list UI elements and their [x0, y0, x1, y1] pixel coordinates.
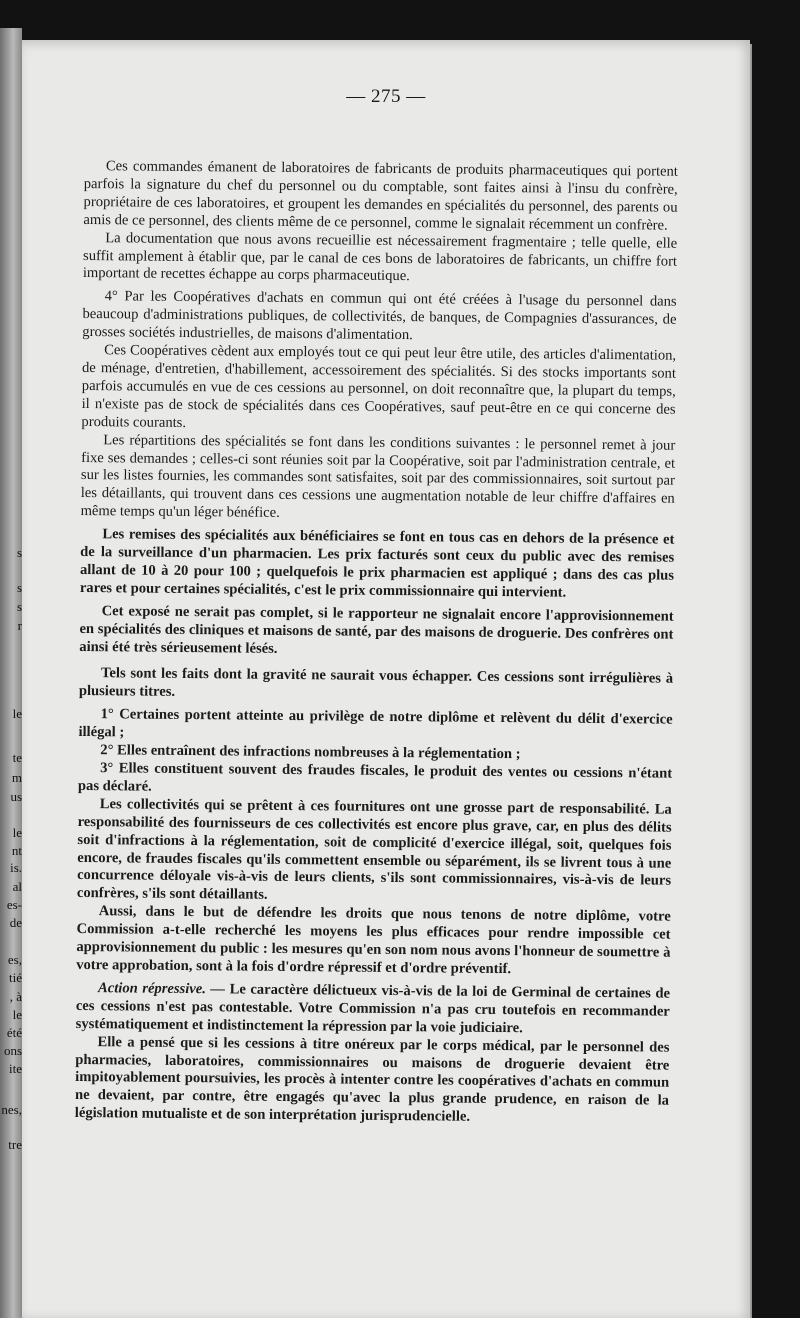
margin-fragment: s: [16, 599, 22, 614]
page-number: — 275 —: [346, 86, 426, 107]
paragraph: Tels sont les faits dont la gravité ne saurait vous échapper. Ces cessions sont irrégulières à plusieurs titres.: [78, 665, 674, 701]
margin-fragment: us: [10, 789, 22, 804]
document-page: [22, 40, 750, 1318]
previous-page-edge: [0, 28, 22, 1318]
margin-fragment: été: [6, 1025, 22, 1040]
paragraph: Ces Coopératives cèdent aux employés tout ce qui peut leur être utile, des articles d'alimentation, de ménage, d'entretien, d'habillement, accessoirement des spécialités. Si des stocks importants sont parfois accumulés en vue de ces cessions au personnel, on doit reconnaître que, la plupart du temps, il n'existe pas de stock de spécialités dans ces Coopératives, sauf peut-être en ce qui concerne des produits courants.: [81, 342, 677, 431]
margin-fragment: r: [17, 618, 22, 633]
paragraph: Cet exposé ne serait pas complet, si le rapporteur ne signalait encore l'approvisionnement en spécialités des cliniques et maisons de santé, par des maisons de droguerie. Des confrères ont ainsi été très sérieusement lésés.: [79, 602, 674, 657]
paragraph: Ces commandes émanent de laboratoires de fabricants de produits pharmaceutiques qui portent parfois la signature du chef du personnel ou du comptable, sont faites ainsi à l'insu du confrère, propriétaire de ces laboratoires, et groupent les demandes en spécialités du personnel, des parents ou amis de ce personnel, des clients même de ce personnel, comme le signalait récemment un confrère.: [83, 158, 678, 234]
margin-fragment: le: [12, 825, 22, 840]
list-item: 2° Elles entraînent des infractions nombreuses à la réglementation ;: [100, 742, 521, 763]
list-item: 3° Elles constituent souvent des fraudes fiscales, le produit des ventes ou cessions n'étant pas déclaré.: [77, 760, 673, 795]
paragraph: 4° Par les Coopératives d'achats en commun qui ont été créées à l'usage du personnel dans beaucoup d'administrations publiques, de collectivités, de banques, de Compagnies d'assurances, de grosses sociétés industrielles, de maisons d'alimentation.: [82, 288, 677, 344]
section-heading: Action répressive. —: [97, 980, 226, 998]
margin-fragment: de: [9, 915, 22, 930]
margin-fragment: es,: [7, 952, 22, 967]
paragraph: Aussi, dans le but de défendre les droits que nous tenons de notre diplôme, votre Commission a-t-elle recherché les moyens les plus efficaces pour rendre impossible cet approvisionnement du public : les mesures qu'en son nom nous avons l'honneur de soumettre à votre approbation, sont à la fois d'ordre répressif et d'ordre préventif.: [76, 903, 671, 978]
paragraph-text: Le caractère délictueux vis-à-vis de la loi de Germinal de certaines de ces cessions n'est pas contestable. Votre Commission n'a pas cru toutefois en recommander systématiquement et indistinctement la répression par la voie judiciaire.: [75, 981, 671, 1036]
paragraph: [76, 980, 670, 1039]
margin-fragment: is.: [10, 860, 22, 875]
margin-fragment: es-: [6, 897, 22, 912]
list-item: 1° Certaines portent atteinte au privilège de notre diplôme et relèvent du délit d'exercice illégal ;: [78, 706, 673, 741]
paragraph: La documentation que nous avons recueillie est nécessairement fragmentaire ; telle quelle, elle suffit amplement à établir que, par le canal de ces bons de laboratoires de fabricants, un chiffre fort important de recettes échappe au corps pharmaceutique.: [82, 229, 678, 285]
margin-fragment: tié: [9, 970, 22, 985]
margin-fragment: s: [16, 580, 22, 595]
paragraph: Les collectivités qui se prêtent à ces fournitures ont une grosse part de responsabilité. La responsabilité des fournisseurs de ces collectivités est encore plus grave, car, en plus des délits soit d'infractions à la réglementation, soit de complicité d'exercice illégal, soit, quelques fois encore, de fraudes fiscales qu'ils commettent ensemble ou séparément, ils se livrent tous à une concurrence déloyale vis-à-vis de leurs clients, s'ils sont commissionnaires, vis-à-vis de leurs confrères, s'ils sont détaillants.: [76, 795, 672, 904]
margin-fragment: le: [12, 1007, 22, 1022]
margin-fragment: ons: [3, 1043, 22, 1058]
margin-fragment: m: [11, 770, 22, 785]
body-text: [75, 158, 678, 1129]
margin-fragment: nt: [11, 843, 22, 858]
margin-fragment: nes,: [1, 1102, 22, 1117]
paragraph: Elle a pensé que si les cessions à titre onéreux par le corps médical, par le personnel des pharmacies, laboratoires, commissionnaires ou maisons de droguerie devaient être impitoyablement poursuivies, les procès à intenter contre les coopératives d'achats en commun ne devaient, par contre, être engagés qu'avec la plus grande prudence, en raison de la législation mutualiste et de son interprétation jurisprudencielle.: [74, 1033, 670, 1125]
margin-fragment: s: [16, 545, 22, 560]
margin-fragment: , à: [9, 989, 22, 1004]
margin-fragment: tre: [8, 1137, 22, 1152]
margin-fragment: te: [12, 750, 22, 765]
margin-fragment: ite: [9, 1061, 22, 1076]
paragraph: Les répartitions des spécialités se font dans les conditions suivantes : le personnel remet à jour fixe ses demandes ; celles-ci sont réunies soit par la Coopérative, soit par l'administration centrale, et sur les listes fournies, les commandes sont satisfaites, soit par des commissionnaires, soit surtout par les détaillants, qui trouvent dans ces cessions une augmentation notable de leur chiffre d'affaires en même temps qu'un léger bénéfice.: [80, 431, 676, 522]
margin-fragment: le: [12, 706, 22, 721]
margin-fragment: al: [12, 879, 22, 894]
paragraph: Les remises des spécialités aux bénéficiaires se font en tous cas en dehors de la présence et de la surveillance d'un pharmacien. Les prix facturés sont ceux du public avec des remises allant de 10 à 20 pour 100 ; quelquefois le prix pharmacien est appliqué ; dans des cas plus rares et pour certaines spécialités, c'est le prix commissionnaire qui intervient.: [79, 526, 675, 601]
